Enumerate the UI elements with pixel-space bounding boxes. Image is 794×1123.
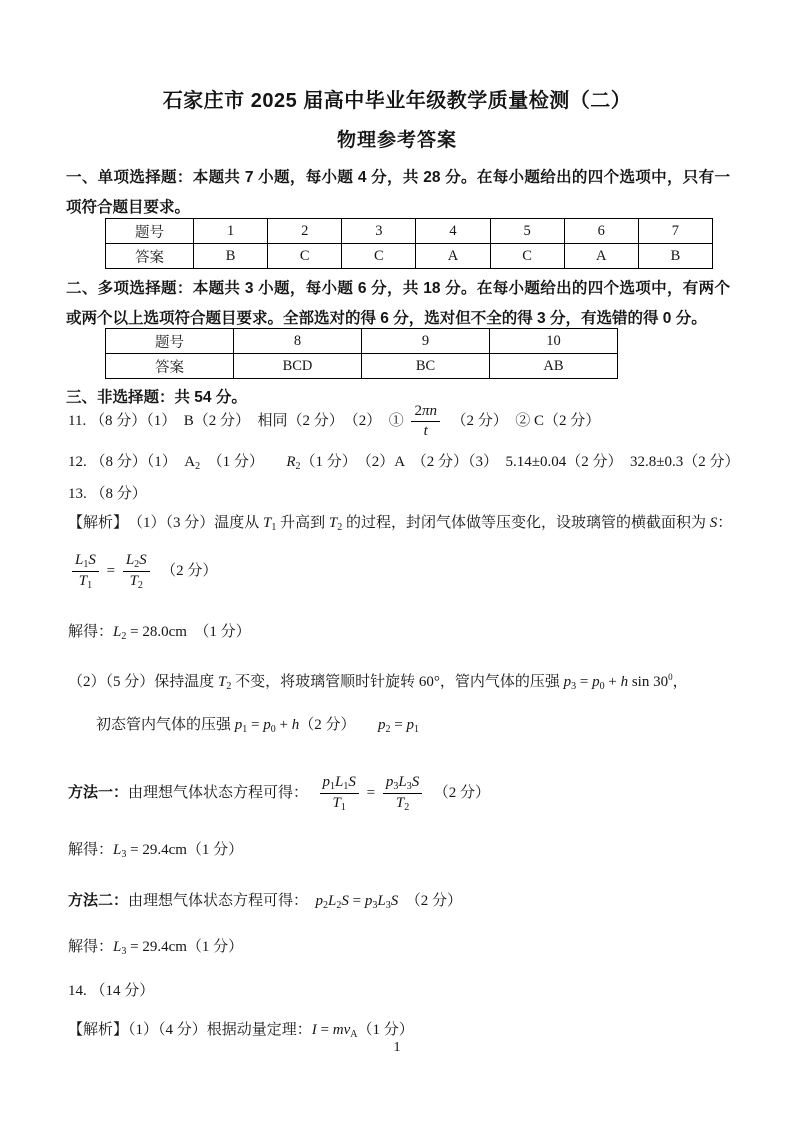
table-row-question-numbers bbox=[106, 219, 713, 244]
page-number: 1 bbox=[393, 1040, 401, 1055]
row-label-cell: 答案 bbox=[106, 354, 234, 379]
question-13-method-1-line: 方法一：由理想气体状态方程可得： $\frac{p_1L_1S}{T_1}$ = $\frac{p_3L_3S}{T_2}$ （2 分） bbox=[68, 773, 490, 814]
answer-cell: C bbox=[342, 244, 416, 269]
qnum-cell: 8 bbox=[234, 329, 362, 354]
question-13-analysis-line: 【解析】 （1）（3 分）温度从 $T_1$ 升高到 $T_2$ 的过程，封闭气体做等压变化，设玻璃管的横截面积为 S： bbox=[68, 515, 733, 533]
qnum-cell: 2 bbox=[268, 219, 342, 244]
qnum-cell: 7 bbox=[638, 219, 712, 244]
qnum-cell: 1 bbox=[194, 219, 268, 244]
answer-cell: C bbox=[490, 244, 564, 269]
answer-cell: C bbox=[268, 244, 342, 269]
multi-choice-answer-table bbox=[105, 328, 618, 379]
section-3-heading: 三、非选择题：共 54 分。 bbox=[66, 389, 247, 406]
answer-cell: B bbox=[194, 244, 268, 269]
table-row-question-numbers bbox=[106, 329, 618, 354]
single-choice-answer-table bbox=[105, 218, 713, 269]
question-13-solution-3: 解得：$L_3 = 29.4cm(1$ 分） bbox=[68, 939, 244, 957]
qnum-cell: 3 bbox=[342, 219, 416, 244]
row-label-cell: 题号 bbox=[106, 329, 234, 354]
question-13-method-2-line: 方法二：由理想气体状态方程可得： $p_2L_2S = p_3L_3S$ （2 分） bbox=[68, 892, 462, 911]
row-label-cell: 题号 bbox=[106, 219, 194, 244]
section-2-heading: 二、多项选择题：本题共 3 小题，每小题 6 分，共 18 分。在每小题给出的四个选项中，有两个或两个以上选项符合题目要求。全部选对的得 6 分，选对但不全的得 3 分，有选错的得 0 分。 bbox=[66, 280, 730, 327]
question-11-answer-line: 11. （8 分）（1） B（2 分） 相同（2 分） （2） ① $\frac{2\pi n}{t}$ （2 分） ② C（2 分） bbox=[68, 402, 601, 440]
row-label-cell: 答案 bbox=[106, 244, 194, 269]
qnum-cell: 9 bbox=[362, 329, 490, 354]
qnum-cell: 6 bbox=[564, 219, 638, 244]
section-1-heading: 一、单项选择题：本题共 7 小题，每小题 4 分，共 28 分。在每小题给出的四个选项中，只有一项符合题目要求。 bbox=[66, 169, 730, 216]
document-title: 石家庄市 2025 届高中毕业年级教学质量检测（二） bbox=[162, 90, 632, 112]
question-13-equation-1: $\frac{L_1S}{T_1}$ = $\frac{L_2S}{T_2}$ （2 分） bbox=[68, 544, 758, 598]
question-13-solution-1: 解得：$L_2 = 28.0cm$ （1 分） bbox=[68, 624, 251, 642]
qnum-cell: 5 bbox=[490, 219, 564, 244]
document-subtitle: 物理参考答案 bbox=[336, 130, 457, 151]
answer-cell: BC bbox=[362, 354, 490, 379]
question-13-solution-2: 解得：$L_3 = 29.4cm(1$ 分） bbox=[68, 842, 244, 860]
question-13-number-line: 13. （8 分） bbox=[68, 486, 147, 502]
table-row-answers bbox=[106, 354, 618, 379]
table-row-answers bbox=[106, 244, 713, 269]
question-14-number-line: 14. （14 分） bbox=[68, 983, 155, 999]
qnum-cell: 4 bbox=[416, 219, 490, 244]
question-13-part2-line: （2）（5 分）保持温度 $T_2$ 不变，将玻璃管顺时针旋转 60°，管内气体的压强 $p_3 = p_0 + h$ $\sin 30^0$， bbox=[68, 672, 688, 692]
question-14-analysis-line: 【解析】（1）（4 分）根据动量定理：$I = mv_A(1$ 分） bbox=[68, 1022, 414, 1040]
qnum-cell: 10 bbox=[490, 329, 618, 354]
answer-cell: A bbox=[564, 244, 638, 269]
answer-cell: B bbox=[638, 244, 712, 269]
answer-cell: AB bbox=[490, 354, 618, 379]
answer-cell: BCD bbox=[234, 354, 362, 379]
answer-cell: A bbox=[416, 244, 490, 269]
question-13-initial-state-line: 初态管内气体的压强 $p_1 = p_0 + h(2$ 分） $p_2 = p_1$ bbox=[96, 717, 419, 735]
question-12-answer-line: 12. （8 分）（1） $A_2$ （1 分） $R_2(1$ 分） （2）A （2 分）（3） 5.14±0.04（2 分） 32.8±0.3（2 分） bbox=[68, 454, 740, 472]
